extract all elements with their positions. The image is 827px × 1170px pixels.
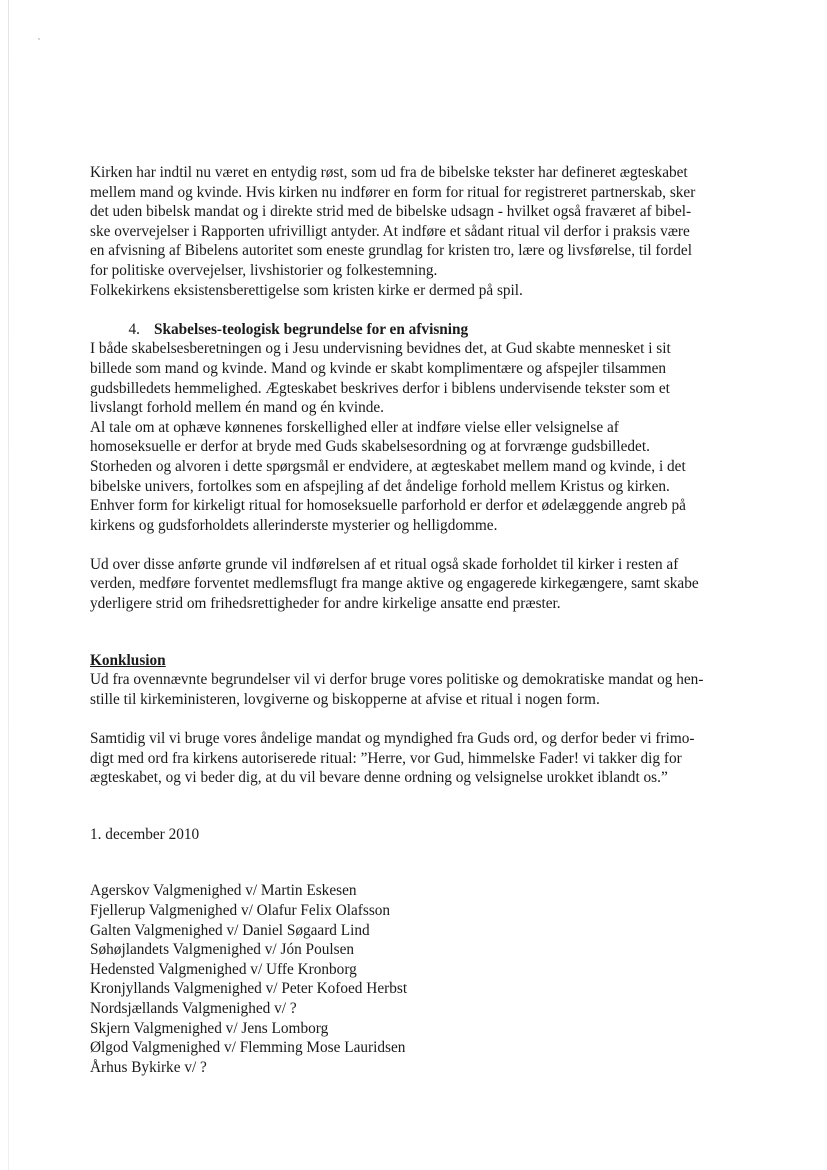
text-line: Ud over disse anførte grunde vil indførelsen af et ritual også skade forholdet til kirker i resten af — [90, 555, 679, 573]
text-line: det uden bibelsk mandat og i direkte strid med de bibelske udsagn - hvilket også fraværet af bibel- — [90, 203, 692, 221]
text-line: Kirken har indtil nu været en entydig røst, som ud fra de bibelske tekster har defineret ægteskabet — [90, 164, 688, 181]
text-line: ske overvejelser i Rapporten ufrivilligt antyder. At indføre et sådant ritual vil derfor i praksis være — [90, 222, 690, 240]
closing-paragraph — [90, 555, 770, 614]
conclusion-title: Konklusion — [90, 651, 166, 669]
text-line: mellem mand og kvinde. Hvis kirken nu indfører en form for ritual for registreret partnerskab, sker — [90, 183, 696, 201]
scan-margin-line — [8, 0, 9, 1170]
text-line: verden, medføre forventet medlemsflugt fra mange aktive og engagerede kirkegængere, samt skabe — [90, 575, 699, 593]
text-line: Samtidig vil vi bruge vores åndelige mandat og myndighed fra Guds ord, og derfor beder vi frimo- — [90, 730, 695, 748]
text-line: bibelske univers, fortolkes som en afspejling af det åndelige forhold mellem Kristus og kirken. — [90, 477, 670, 495]
section-4 — [90, 320, 770, 536]
signatory: Skjern Valgmenighed v/ Jens Lomborg — [90, 1019, 329, 1037]
text-line: gudsbilledets hemmelighed. Ægteskabet beskrives derfor i biblens undervisende tekster som et — [90, 379, 670, 397]
section-title: Skabelses-teologisk begrundelse for en afvisning — [154, 320, 469, 338]
signatory: Kronjyllands Valgmenighed v/ Peter Kofoed Herbst — [90, 980, 408, 998]
signatory: Århus Bykirke v/ ? — [90, 1058, 207, 1076]
text-line: yderligere strid om frihedsrettigheder for andre kirkelige ansatte end præster. — [90, 595, 561, 613]
signatory-list — [90, 881, 770, 1077]
signatory: Fjellerup Valgmenighed v/ Olafur Felix Olafsson — [90, 902, 391, 919]
text-line: kirkens og gudsforholdets allerinderste mysterier og helligdomme. — [90, 516, 498, 534]
signatory: Galten Valgmenighed v/ Daniel Søgaard Lind — [90, 921, 370, 939]
signatory: Søhøjlandets Valgmenighed v/ Jón Poulsen — [90, 941, 355, 959]
text-line: Enhver form for kirkeligt ritual for homoseksuelle parforhold er derfor et ødelæggende angreb på — [90, 497, 686, 515]
section-heading — [90, 320, 770, 340]
document-body — [90, 163, 770, 1077]
text-line: homoseksuelle er derfor at bryde med Guds skabelsesordning og at forvrænge gudsbilledet. — [90, 438, 650, 456]
text-line: livslangt forhold mellem én mand og én kvinde. — [90, 399, 384, 417]
signatory: Ølgod Valgmenighed v/ Flemming Mose Lauridsen — [90, 1039, 406, 1057]
text-line: en afvisning af Bibelens autoritet som eneste grundlag for kristen tro, lære og livsførelse, til fordel — [90, 242, 692, 260]
section-number: 4. — [128, 320, 140, 338]
text-line: Folkekirkens eksistensberettigelse som kristen kirke er dermed på spil. — [90, 281, 523, 299]
text-line: billede som mand og kvinde. Mand og kvinde er skabt komplimentære og afspejler tilsammen — [90, 359, 667, 377]
text-line: digt med ord fra kirkens autoriserede ritual: ”Herre, vor Gud, himmelske Fader! vi takker dig for — [90, 749, 682, 767]
conclusion-section — [90, 651, 770, 788]
text-line: Storheden og alvoren i dette spørgsmål er endvidere, at ægteskabet mellem mand og kvinde, i det — [90, 457, 686, 475]
signatory: Agerskov Valgmenighed v/ Martin Eskesen — [90, 882, 357, 900]
text-line: I både skabelsesberetningen og i Jesu undervisning bevidnes det, at Gud skabte mennesket i sit — [90, 340, 671, 358]
text-line: stille til kirkeministeren, lovgiverne og biskopperne at afvise et ritual i nogen form. — [90, 690, 600, 708]
scan-speck — [38, 38, 40, 40]
text-line: Ud fra ovennævnte begrundelser vil vi derfor bruge vores politiske og demokratiske mandat og hen- — [90, 671, 704, 689]
text-line: ægteskabet, og vi beder dig, at du vil bevare denne ordning og velsignelse urokket iblandt os.” — [90, 769, 668, 787]
text-line: for politiske overvejelser, livshistorier og folkestemning. — [90, 261, 438, 279]
document-date: 1. december 2010 — [90, 825, 200, 843]
signatory: Nordsjællands Valgmenighed v/ ? — [90, 999, 297, 1017]
intro-paragraph — [90, 163, 770, 300]
text-line: Al tale om at ophæve kønnenes forskellighed eller at indføre vielse eller velsignelse af — [90, 418, 619, 436]
signatory: Hedensted Valgmenighed v/ Uffe Kronborg — [90, 960, 357, 978]
